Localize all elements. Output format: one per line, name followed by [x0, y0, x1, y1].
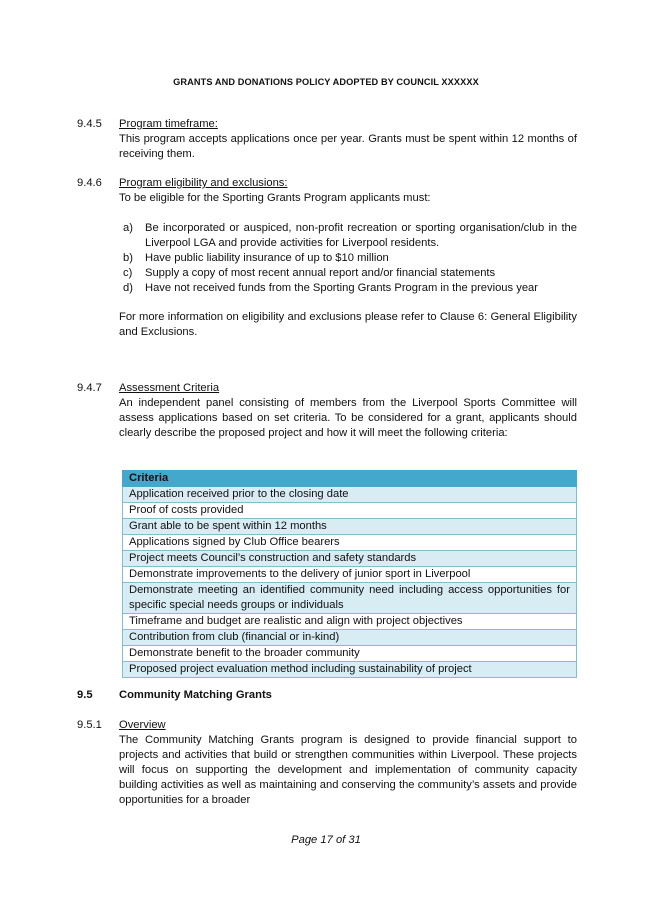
- table-row: Proposed project evaluation method including sustainability of project: [123, 662, 577, 678]
- section-9-4-6: [77, 176, 577, 340]
- table-row: Project meets Council’s construction and safety standards: [123, 551, 577, 567]
- section-number: 9.4.5: [77, 118, 102, 130]
- section-title: Overview: [119, 719, 166, 731]
- table-row: Contribution from club (financial or in-kind): [123, 630, 577, 646]
- list-item: a) Be incorporated or auspiced, non-profit recreation or sporting organisation/club in the Liverpool LGA and provide activities for Liverpool residents.: [123, 222, 577, 249]
- section-9-4-5: [77, 117, 577, 162]
- section-text: An independent panel consisting of members from the Liverpool Sports Committee will assess applications based on set criteria. To be considered for a grant, applicants should clearly describe the proposed project and how it will meet the following criteria:: [119, 397, 577, 439]
- list-item: c) Supply a copy of most recent annual report and/or financial statements: [123, 267, 496, 279]
- criteria-table: [122, 470, 577, 678]
- section-title: Program timeframe:: [119, 118, 218, 130]
- table-row: Demonstrate improvements to the delivery of junior sport in Liverpool: [123, 567, 577, 583]
- section-number: 9.5.1: [77, 719, 102, 731]
- section-number: 9.4.6: [77, 177, 102, 189]
- section-9-5-1: [77, 718, 577, 808]
- table-row: Timeframe and budget are realistic and align with project objectives: [123, 614, 577, 630]
- section-9-5: [77, 688, 577, 703]
- section-heading: Community Matching Grants: [119, 689, 272, 701]
- eligibility-list: [119, 221, 577, 296]
- table-row: Applications signed by Club Office bearers: [123, 535, 577, 551]
- list-item: d) Have not received funds from the Sporting Grants Program in the previous year: [123, 282, 538, 294]
- section-text: The Community Matching Grants program is designed to provide financial support to projects and activities that build or strengthen communities within Liverpool. These projects will focus on supporting the development and implementation of community capacity building activities as well as maintaining and conserving the community’s assets and provide opportunities for a broader: [119, 734, 577, 806]
- table-row: Grant able to be spent within 12 months: [123, 519, 577, 535]
- section-9-4-7: [77, 381, 577, 441]
- table-row: Demonstrate benefit to the broader community: [123, 646, 577, 662]
- section-number: 9.5: [77, 689, 93, 701]
- section-title: Assessment Criteria: [119, 382, 220, 394]
- table-row: Application received prior to the closing date: [123, 487, 577, 503]
- section-number: 9.4.7: [77, 382, 102, 394]
- list-item: b) Have public liability insurance of up to $10 million: [123, 252, 389, 264]
- page-footer: Page 17 of 31: [291, 834, 361, 846]
- table-row: Demonstrate meeting an identified community need including access opportunities for specific special needs groups or individuals: [123, 583, 577, 614]
- section-intro: To be eligible for the Sporting Grants Program applicants must:: [119, 192, 431, 204]
- eligibility-note: For more information on eligibility and exclusions please refer to Clause 6: General Eligibility and Exclusions.: [119, 311, 577, 338]
- section-title: Program eligibility and exclusions:: [119, 177, 288, 189]
- criteria-heading: Criteria: [123, 471, 577, 487]
- page-header: GRANTS AND DONATIONS POLICY ADOPTED BY COUNCIL XXXXXX: [173, 77, 479, 87]
- table-row: Proof of costs provided: [123, 503, 577, 519]
- section-text: This program accepts applications once per year. Grants must be spent within 12 months of receiving them.: [119, 133, 577, 160]
